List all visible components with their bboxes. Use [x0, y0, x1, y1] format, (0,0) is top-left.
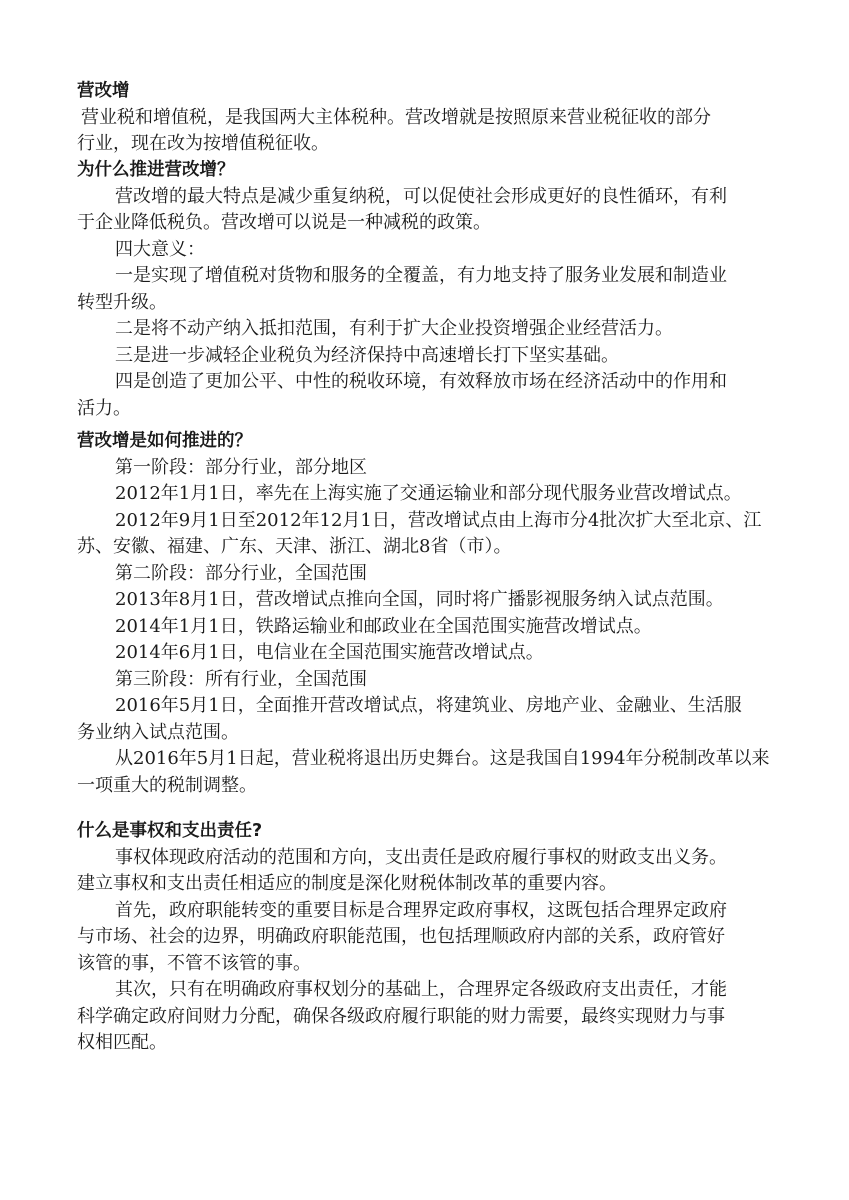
paragraph-line: 务业纳入试点范围。 — [77, 721, 239, 743]
paragraph-line: 第二阶段：部分行业，全国范围 — [115, 562, 367, 584]
paragraph-line: 营业税和增值税，是我国两大主体税种。营改增就是按照原来营业税征收的部分 — [81, 106, 711, 128]
paragraph-line: 于企业降低税负。营改增可以说是一种减税的政策。 — [77, 212, 491, 233]
section-shiquan — [77, 818, 779, 1057]
paragraph-line: 建立事权和支出责任相适应的制度是深化财税体制改革的重要内容。 — [77, 873, 617, 894]
section-heading: 什么是事权和支出责任? — [77, 821, 263, 841]
paragraph-line: 2016年5月1日，全面推开营改增试点，将建筑业、房地产业、金融业、生活服 — [115, 695, 742, 716]
paragraph-line: 该管的事，不管不该管的事。 — [77, 952, 311, 974]
paragraph-line: 第三阶段：所有行业，全国范围 — [115, 668, 367, 690]
paragraph-line: 其次，只有在明确政府事权划分的基础上，合理界定各级政府支出责任，才能 — [115, 979, 727, 1000]
paragraph-line: 四大意义： — [115, 238, 205, 260]
paragraph-line: 行业，现在改为按增值税征收。 — [77, 133, 329, 154]
paragraph-line: 事权体现政府活动的范围和方向，支出责任是政府履行事权的财政支出义务。 — [115, 846, 727, 868]
paragraph-line: 转型升级。 — [77, 291, 167, 313]
paragraph-line: 2012年9月1日至2012年12月1日，营改增试点由上海市分4批次扩大至北京、江 — [115, 509, 762, 531]
paragraph-line: 一是实现了增值税对货物和服务的全覆盖，有力地支持了服务业发展和制造业 — [115, 265, 727, 286]
paragraph-line: 三是进一步减轻企业税负为经济保持中高速增长打下坚实基础。 — [115, 344, 619, 366]
paragraph-line: 2014年1月1日，铁路运输业和邮政业在全国范围实施营改增试点。 — [115, 615, 652, 637]
paragraph-line: 第一阶段：部分行业，部分地区 — [115, 456, 367, 478]
paragraph-line: 2014年6月1日，电信业在全国范围实施营改增试点。 — [115, 642, 544, 663]
paragraph-line: 从2016年5月1日起，营业税将退出历史舞台。这是我国自1994年分税制改革以来 — [115, 748, 770, 769]
paragraph-line: 一项重大的税制调整。 — [77, 774, 257, 796]
paragraph-line: 营改增的最大特点是减少重复纳税，可以促使社会形成更好的良性循环，有利 — [115, 185, 727, 207]
paragraph-line: 2012年1月1日，率先在上海实施了交通运输业和部分现代服务业营改增试点。 — [115, 483, 742, 504]
section-heading: 为什么推进营改增？ — [77, 160, 235, 180]
paragraph-line: 科学确定政府间财力分配，确保各级政府履行职能的财力需要，最终实现财力与事 — [77, 1005, 725, 1027]
section-why — [77, 157, 779, 419]
clipped-paragraph-line: 活力。 — [77, 397, 131, 419]
paragraph-line: 四是创造了更加公平、中性的税收环境，有效释放市场在经济活动中的作用和 — [115, 371, 727, 392]
paragraph-line: 首先，政府职能转变的重要目标是合理界定政府事权，这既包括合理界定政府 — [115, 899, 727, 921]
paragraph-line: 权相匹配。 — [77, 1032, 167, 1053]
paragraph-line: 2013年8月1日，营改增试点推向全国，同时将广播影视服务纳入试点范围。 — [115, 589, 724, 610]
section-heading: 营改增 — [77, 81, 130, 101]
paragraph-line: 与市场、社会的边界，明确政府职能范围，也包括理顺政府内部的关系，政府管好 — [77, 926, 725, 947]
section-yinggaizeng — [77, 78, 779, 158]
paragraph-line: 苏、安徽、福建、广东、天津、浙江、湖北8省（市）。 — [77, 536, 512, 557]
section-heading: 营改增是如何推进的？ — [77, 431, 252, 451]
paragraph-line: 二是将不动产纳入抵扣范围，有利于扩大企业投资增强企业经营活力。 — [115, 318, 673, 339]
section-how — [77, 428, 779, 799]
